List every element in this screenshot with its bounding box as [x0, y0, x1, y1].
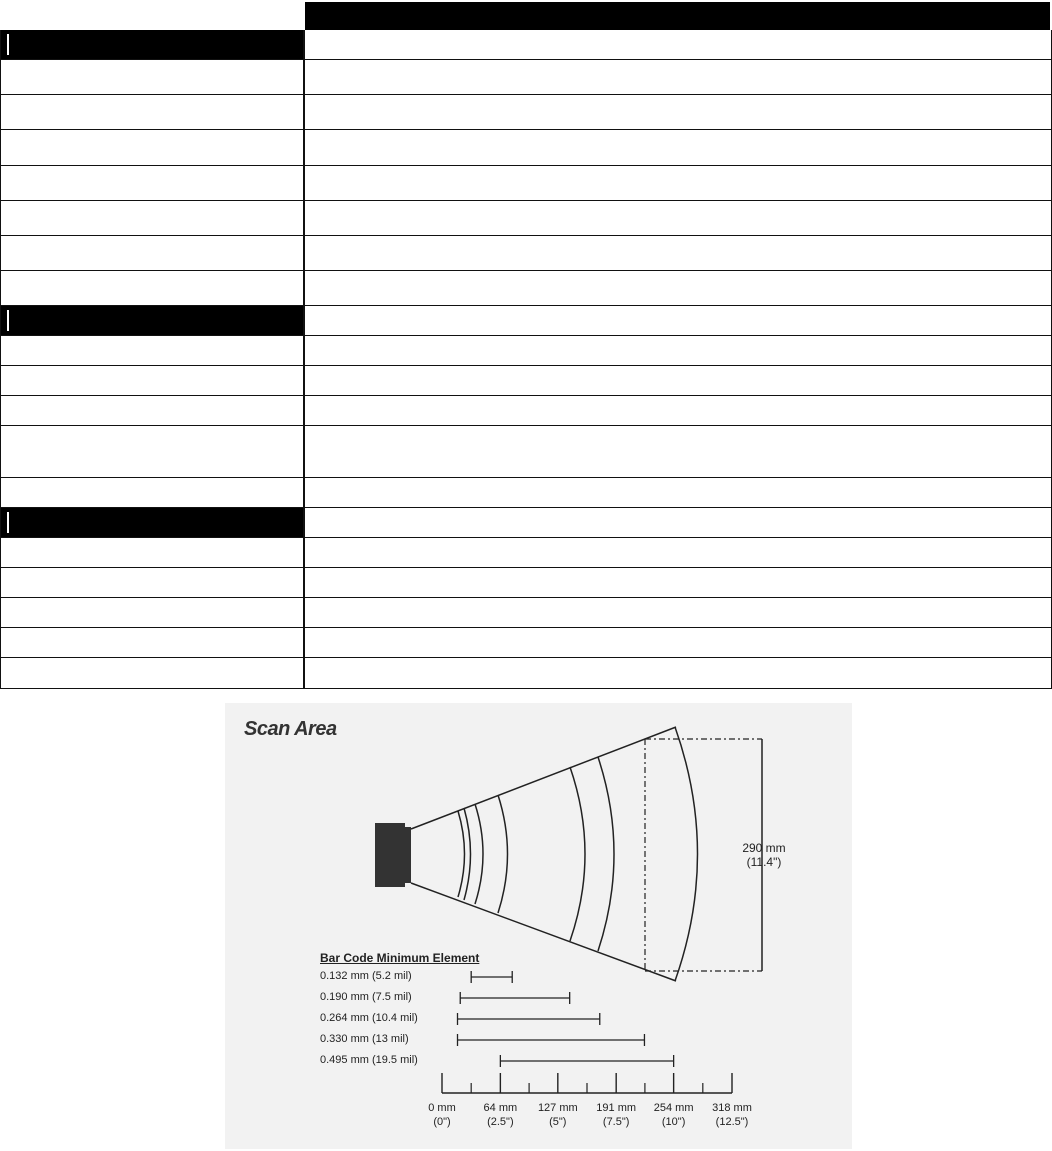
- table-cell: [305, 628, 1051, 657]
- table-row: [0, 426, 1052, 478]
- table-row: [0, 166, 1052, 201]
- table-cell: [305, 60, 1051, 94]
- table-cell: [305, 95, 1051, 129]
- table-cell: [305, 306, 1051, 335]
- tick-in: (12.5"): [715, 1116, 749, 1128]
- table-section-row: [0, 508, 1052, 538]
- width-dimension-in: (11.4"): [746, 855, 782, 869]
- table-row: [0, 478, 1052, 508]
- tick-mm: 318 mm: [712, 1102, 752, 1114]
- scan-cone-lower-edge: [411, 883, 676, 981]
- table-cell: [305, 336, 1051, 365]
- scanner-head-icon: [375, 823, 405, 887]
- table-cell: [305, 538, 1051, 567]
- table-row: [0, 396, 1052, 426]
- table-row: [0, 336, 1052, 366]
- scan-range-arc: [458, 811, 465, 897]
- legend-row-label: 0.190 mm (7.5 mil): [320, 991, 412, 1003]
- tick-in: (2.5"): [487, 1116, 514, 1128]
- table-cell: [305, 166, 1051, 200]
- table-cell: [305, 478, 1051, 507]
- width-dimension-label: [731, 841, 797, 869]
- scan-range-arc: [570, 767, 585, 941]
- table-row: [0, 60, 1052, 95]
- tick-mm: 254 mm: [653, 1102, 694, 1114]
- tick-mm: 127 mm: [537, 1102, 578, 1114]
- table-cell: [305, 236, 1051, 270]
- table-cell: [305, 30, 1051, 59]
- scan-cone-upper-edge: [411, 727, 676, 829]
- table-section-row: [0, 30, 1052, 60]
- table-cell: [1, 271, 305, 305]
- table-row: [0, 236, 1052, 271]
- table-cell: [305, 396, 1051, 425]
- table-row: [0, 366, 1052, 396]
- table-cell: [1, 95, 305, 129]
- table-cell: [1, 236, 305, 270]
- table-cell: [1, 166, 305, 200]
- table-row: [0, 658, 1052, 689]
- table-cell: [1, 598, 305, 627]
- scan-range-arc: [598, 757, 614, 951]
- legend-row-label: 0.330 mm (13 mil): [320, 1033, 409, 1045]
- table-row: [0, 130, 1052, 166]
- figure-title: Scan Area: [244, 718, 337, 740]
- table-cell: [1, 396, 305, 425]
- table-row: [0, 628, 1052, 658]
- section-header-cell: [1, 30, 305, 59]
- table-row: [0, 271, 1052, 306]
- scan-range-arc: [475, 804, 483, 904]
- table-cell: [305, 598, 1051, 627]
- table-cell: [1, 478, 305, 507]
- legend-row-label: 0.264 mm (10.4 mil): [320, 1012, 418, 1024]
- scan-area-diagram: [225, 703, 852, 1149]
- tick-mm: 191 mm: [596, 1102, 637, 1114]
- table-cell: [305, 508, 1051, 537]
- table-row: [0, 568, 1052, 598]
- distance-axis: [442, 1073, 732, 1093]
- table-cell: [1, 538, 305, 567]
- table-cell: [1, 366, 305, 395]
- table-cell: [305, 658, 1051, 688]
- table-header-bar: [305, 2, 1050, 30]
- table-cell: [1, 658, 305, 688]
- table-cell: [305, 366, 1051, 395]
- table-cell: [305, 271, 1051, 305]
- legend-row-label: 0.495 mm (19.5 mil): [320, 1054, 418, 1066]
- tick-mm: 0 mm: [428, 1102, 456, 1114]
- tick-in: (5"): [549, 1116, 567, 1128]
- table-row: [0, 598, 1052, 628]
- scan-area-figure: [225, 703, 852, 1149]
- section-header-cell: [1, 508, 305, 537]
- tick-mm: 64 mm: [483, 1102, 518, 1114]
- table-cell: [1, 201, 305, 235]
- table-section-row: [0, 306, 1052, 336]
- tick-in: (0"): [433, 1116, 451, 1128]
- table-cell: [1, 130, 305, 165]
- table-row: [0, 201, 1052, 236]
- section-header-cell: [1, 306, 305, 335]
- table-cell: [1, 336, 305, 365]
- legend-title: Bar Code Minimum Element: [320, 951, 480, 965]
- axis-tick-label: [697, 1101, 767, 1129]
- table-cell: [1, 60, 305, 94]
- width-dimension-mm: 290 mm: [742, 841, 786, 855]
- legend-row-label: 0.132 mm (5.2 mil): [320, 970, 412, 982]
- scan-range-arc: [675, 727, 698, 981]
- tick-in: (7.5"): [602, 1116, 630, 1128]
- scanner-window: [405, 827, 411, 883]
- table-cell: [1, 426, 305, 477]
- table-cell: [305, 426, 1051, 477]
- table-row: [0, 95, 1052, 130]
- scan-range-arc: [498, 795, 508, 913]
- table-cell: [305, 568, 1051, 597]
- table-cell: [305, 201, 1051, 235]
- tick-in: (10"): [661, 1116, 686, 1128]
- element-range-bars: [458, 971, 674, 1067]
- table-row: [0, 538, 1052, 568]
- table-cell: [1, 568, 305, 597]
- table-cell: [305, 130, 1051, 165]
- table-cell: [1, 628, 305, 657]
